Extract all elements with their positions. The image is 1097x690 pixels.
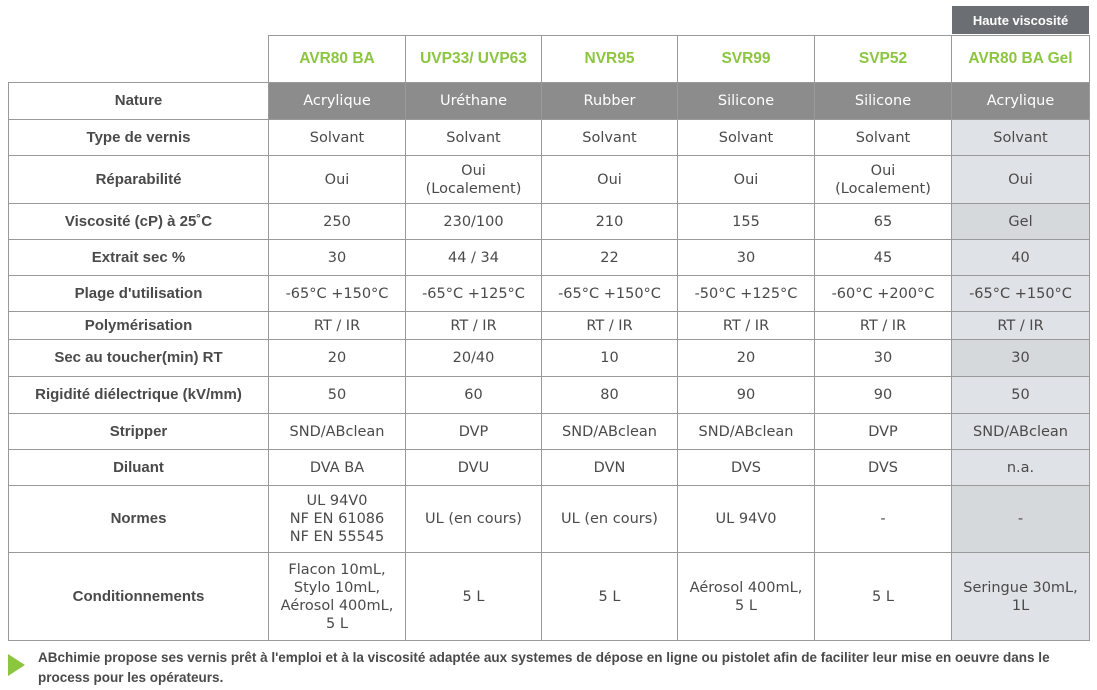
cell-stripper-svp52: DVP <box>815 414 952 450</box>
cell-nature-avr80-ba-gel: Acrylique <box>952 83 1090 120</box>
cell-extrait-sec-nvr95: 22 <box>542 240 678 276</box>
cell-stripper-nvr95: SND/ABclean <box>542 414 678 450</box>
table-row-polymerisation <box>9 312 1090 340</box>
cell-stripper-avr80-ba-gel: SND/ABclean <box>952 414 1090 450</box>
row-label-type-de-vernis: Type de vernis <box>9 120 269 156</box>
table-row-type-de-vernis <box>9 120 1090 156</box>
cell-plage-utilisation-svp52: -60°C +200°C <box>815 276 952 312</box>
cell-normes-svp52: - <box>815 486 952 553</box>
cell-stripper-uvp33-uvp63: DVP <box>406 414 542 450</box>
product-header-avr80-ba: AVR80 BA <box>269 36 406 83</box>
cell-conditionnements-avr80-ba: Flacon 10mL, Stylo 10mL, Aérosol 400mL, 5 L <box>269 553 406 641</box>
cell-viscosite-avr80-ba: 250 <box>269 204 406 240</box>
cell-plage-utilisation-nvr95: -65°C +150°C <box>542 276 678 312</box>
cell-reparabilite-avr80-ba: Oui <box>269 156 406 204</box>
cell-type-de-vernis-avr80-ba-gel: Solvant <box>952 120 1090 156</box>
header-corner <box>9 36 269 83</box>
row-label-nature: Nature <box>9 83 269 120</box>
cell-extrait-sec-uvp33-uvp63: 44 / 34 <box>406 240 542 276</box>
cell-plage-utilisation-avr80-ba-gel: -65°C +150°C <box>952 276 1090 312</box>
cell-sec-au-toucher-svr99: 20 <box>678 340 815 377</box>
cell-sec-au-toucher-avr80-ba: 20 <box>269 340 406 377</box>
cell-normes-svr99: UL 94V0 <box>678 486 815 553</box>
table-row-sec-au-toucher <box>9 340 1090 377</box>
cell-reparabilite-avr80-ba-gel: Oui <box>952 156 1090 204</box>
cell-nature-nvr95: Rubber <box>542 83 678 120</box>
cell-sec-au-toucher-uvp33-uvp63: 20/40 <box>406 340 542 377</box>
cell-rigidite-dielectrique-uvp33-uvp63: 60 <box>406 377 542 414</box>
cell-extrait-sec-svp52: 45 <box>815 240 952 276</box>
table-row-stripper <box>9 414 1090 450</box>
play-triangle-icon <box>8 654 25 676</box>
cell-nature-svp52: Silicone <box>815 83 952 120</box>
table-row-plage-utilisation <box>9 276 1090 312</box>
cell-diluant-nvr95: DVN <box>542 450 678 486</box>
footer-note <box>8 648 1093 688</box>
cell-normes-nvr95: UL (en cours) <box>542 486 678 553</box>
table-row-nature <box>9 83 1090 120</box>
cell-type-de-vernis-avr80-ba: Solvant <box>269 120 406 156</box>
cell-viscosite-svr99: 155 <box>678 204 815 240</box>
cell-rigidite-dielectrique-svr99: 90 <box>678 377 815 414</box>
table-row-conditionnements <box>9 553 1090 641</box>
cell-type-de-vernis-svp52: Solvant <box>815 120 952 156</box>
cell-sec-au-toucher-svp52: 30 <box>815 340 952 377</box>
cell-conditionnements-svr99: Aérosol 400mL, 5 L <box>678 553 815 641</box>
cell-type-de-vernis-uvp33-uvp63: Solvant <box>406 120 542 156</box>
cell-viscosite-avr80-ba-gel: Gel <box>952 204 1090 240</box>
cell-diluant-uvp33-uvp63: DVU <box>406 450 542 486</box>
cell-polymerisation-avr80-ba: RT / IR <box>269 312 406 340</box>
cell-polymerisation-uvp33-uvp63: RT / IR <box>406 312 542 340</box>
product-comparison-table <box>8 35 1090 641</box>
cell-extrait-sec-avr80-ba-gel: 40 <box>952 240 1090 276</box>
cell-nature-avr80-ba: Acrylique <box>269 83 406 120</box>
cell-polymerisation-nvr95: RT / IR <box>542 312 678 340</box>
row-label-plage-utilisation: Plage d'utilisation <box>9 276 269 312</box>
cell-rigidite-dielectrique-avr80-ba: 50 <box>269 377 406 414</box>
cell-reparabilite-nvr95: Oui <box>542 156 678 204</box>
cell-diluant-svr99: DVS <box>678 450 815 486</box>
cell-polymerisation-svr99: RT / IR <box>678 312 815 340</box>
cell-stripper-svr99: SND/ABclean <box>678 414 815 450</box>
row-label-sec-au-toucher: Sec au toucher(min) RT <box>9 340 269 377</box>
product-header-avr80-ba-gel: AVR80 BA Gel <box>952 36 1090 83</box>
cell-plage-utilisation-uvp33-uvp63: -65°C +125°C <box>406 276 542 312</box>
cell-nature-uvp33-uvp63: Uréthane <box>406 83 542 120</box>
product-header-svr99: SVR99 <box>678 36 815 83</box>
cell-diluant-avr80-ba-gel: n.a. <box>952 450 1090 486</box>
row-label-normes: Normes <box>9 486 269 553</box>
cell-reparabilite-svr99: Oui <box>678 156 815 204</box>
cell-viscosite-svp52: 65 <box>815 204 952 240</box>
product-header-nvr95: NVR95 <box>542 36 678 83</box>
cell-conditionnements-nvr95: 5 L <box>542 553 678 641</box>
header-row <box>9 36 1090 83</box>
cell-reparabilite-uvp33-uvp63: Oui (Localement) <box>406 156 542 204</box>
cell-sec-au-toucher-avr80-ba-gel: 30 <box>952 340 1090 377</box>
row-label-rigidite-dielectrique: Rigidité diélectrique (kV/mm) <box>9 377 269 414</box>
cell-normes-avr80-ba: UL 94V0 NF EN 61086 NF EN 55545 <box>269 486 406 553</box>
cell-type-de-vernis-nvr95: Solvant <box>542 120 678 156</box>
product-header-uvp33-uvp63: UVP33/ UVP63 <box>406 36 542 83</box>
cell-plage-utilisation-svr99: -50°C +125°C <box>678 276 815 312</box>
cell-sec-au-toucher-nvr95: 10 <box>542 340 678 377</box>
cell-reparabilite-svp52: Oui (Localement) <box>815 156 952 204</box>
row-label-reparabilite: Réparabilité <box>9 156 269 204</box>
cell-nature-svr99: Silicone <box>678 83 815 120</box>
cell-conditionnements-svp52: 5 L <box>815 553 952 641</box>
cell-viscosite-uvp33-uvp63: 230/100 <box>406 204 542 240</box>
row-label-diluant: Diluant <box>9 450 269 486</box>
row-label-conditionnements: Conditionnements <box>9 553 269 641</box>
cell-polymerisation-svp52: RT / IR <box>815 312 952 340</box>
table-row-extrait-sec <box>9 240 1090 276</box>
row-label-extrait-sec: Extrait sec % <box>9 240 269 276</box>
table-row-viscosite <box>9 204 1090 240</box>
cell-polymerisation-avr80-ba-gel: RT / IR <box>952 312 1090 340</box>
cell-diluant-svp52: DVS <box>815 450 952 486</box>
cell-stripper-avr80-ba: SND/ABclean <box>269 414 406 450</box>
cell-viscosite-nvr95: 210 <box>542 204 678 240</box>
cell-plage-utilisation-avr80-ba: -65°C +150°C <box>269 276 406 312</box>
table-row-rigidite-dielectrique <box>9 377 1090 414</box>
cell-rigidite-dielectrique-svp52: 90 <box>815 377 952 414</box>
cell-normes-avr80-ba-gel: - <box>952 486 1090 553</box>
cell-rigidite-dielectrique-nvr95: 80 <box>542 377 678 414</box>
cell-diluant-avr80-ba: DVA BA <box>269 450 406 486</box>
cell-extrait-sec-avr80-ba: 30 <box>269 240 406 276</box>
cell-rigidite-dielectrique-avr80-ba-gel: 50 <box>952 377 1090 414</box>
footer-text: ABchimie propose ses vernis prêt à l'emploi et à la viscosité adaptée aux systemes de dépose en ligne ou pistolet afin de faciliter leur mise en oeuvre dans le process pour les opérateurs. <box>38 650 1050 685</box>
cell-type-de-vernis-svr99: Solvant <box>678 120 815 156</box>
row-label-stripper: Stripper <box>9 414 269 450</box>
row-label-viscosite: Viscosité (cP) à 25˚C <box>9 204 269 240</box>
cell-extrait-sec-svr99: 30 <box>678 240 815 276</box>
cell-conditionnements-avr80-ba-gel: Seringue 30mL, 1L <box>952 553 1090 641</box>
table-row-reparabilite <box>9 156 1090 204</box>
row-label-polymerisation: Polymérisation <box>9 312 269 340</box>
cell-conditionnements-uvp33-uvp63: 5 L <box>406 553 542 641</box>
haute-viscosite-badge: Haute viscosité <box>952 6 1089 34</box>
table-row-diluant <box>9 450 1090 486</box>
cell-normes-uvp33-uvp63: UL (en cours) <box>406 486 542 553</box>
table-row-normes <box>9 486 1090 553</box>
product-header-svp52: SVP52 <box>815 36 952 83</box>
